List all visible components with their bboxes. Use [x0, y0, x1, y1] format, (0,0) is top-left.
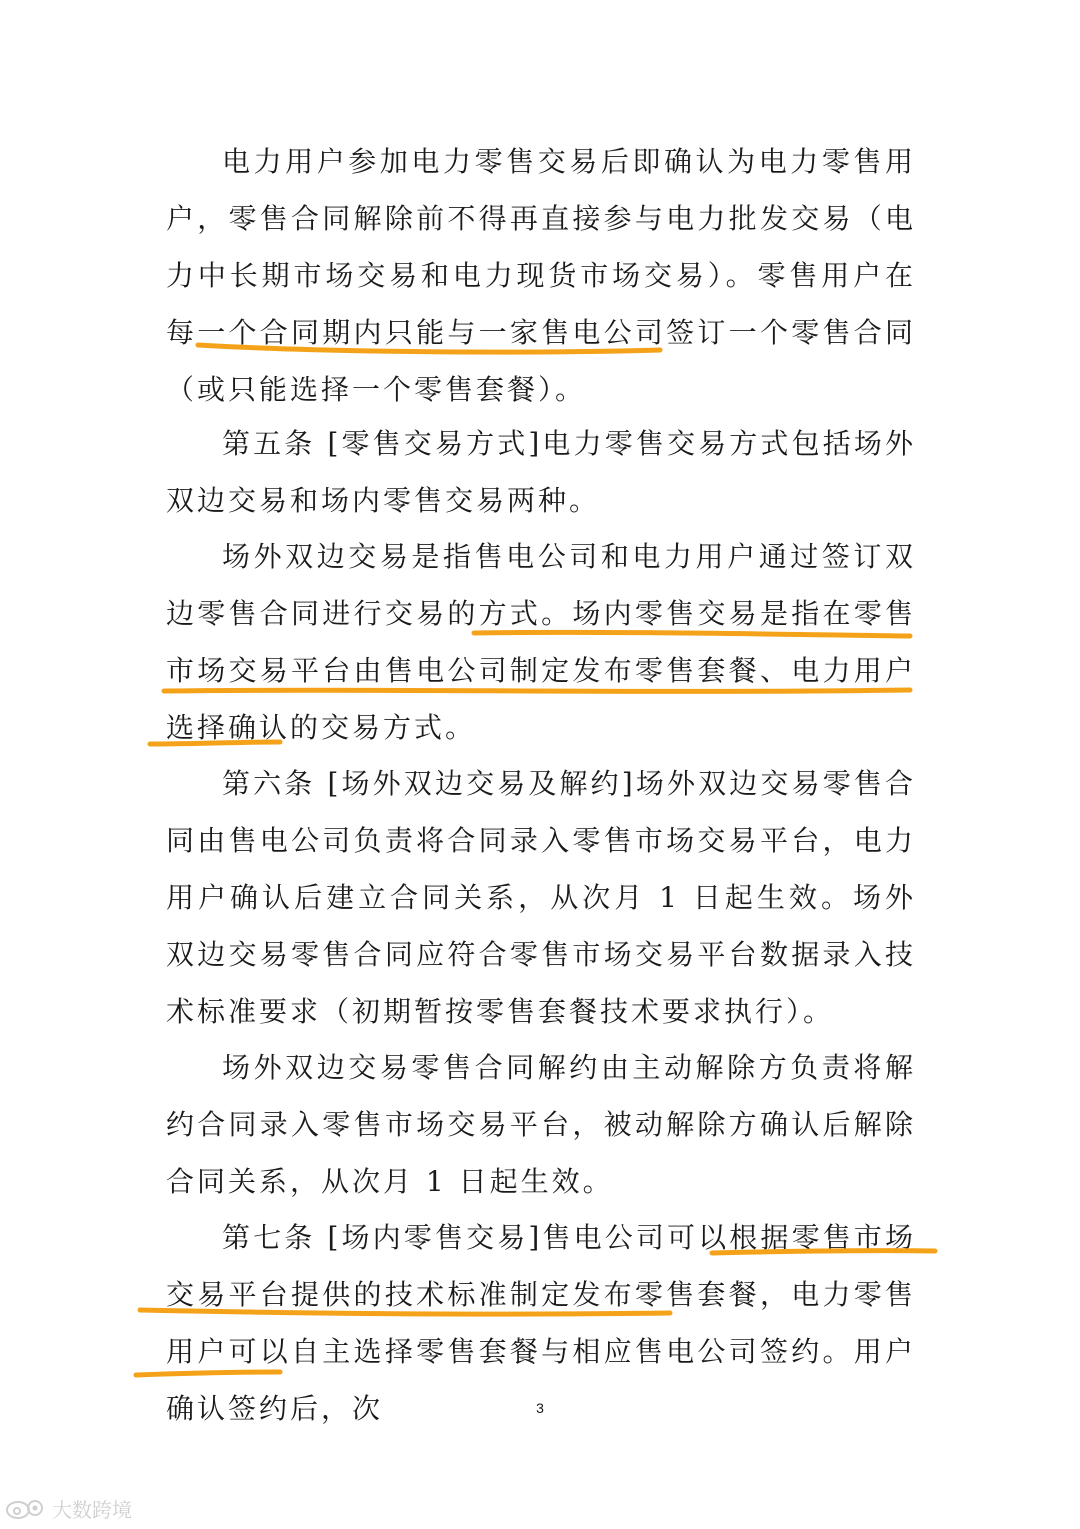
weibo-logo-icon	[4, 1495, 48, 1521]
watermark	[4, 1495, 132, 1521]
paragraph-article-5: 第五条 [零售交易方式]电力零售交易方式包括场外双边交易和场内零售交易两种。	[166, 427, 916, 517]
paragraph-article-7: 第七条 [场内零售交易]售电公司可以根据零售市场交易平台提供的技术标准制定发布零售套餐，电力零售用户可以自主选择零售套餐与相应售电公司签约。用户确认签约后，次	[166, 1221, 916, 1425]
paragraph-retail-user: 电力用户参加电力零售交易后即确认为电力零售用户，零售合同解除前不得再直接参与电力批发交易（电力中长期市场交易和电力现货市场交易）。零售用户在每一个合同期内只能与一家售电公司签订一个零售合同（或只能选择一个零售套餐）。	[166, 145, 916, 406]
page-number: 3	[536, 1400, 544, 1416]
paragraph-article-6: 第六条 [场外双边交易及解约]场外双边交易零售合同由售电公司负责将合同录入零售市场交易平台，电力用户确认后建立合同关系，从次月 1 日起生效。场外双边交易零售合同应符合零售市场交易平台数据录入技术标准要求（初期暂按零售套餐技术要求执行）。	[166, 767, 916, 1028]
watermark-text: 大数跨境	[52, 1499, 132, 1522]
paragraph-termination: 场外双边交易零售合同解约由主动解除方负责将解约合同录入零售市场交易平台，被动解除方确认后解除合同关系，从次月 1 日起生效。	[166, 1051, 916, 1198]
paragraph-offsite-bilateral: 场外双边交易是指售电公司和电力用户通过签订双边零售合同进行交易的方式。场内零售交易是指在零售市场交易平台由售电公司制定发布零售套餐、电力用户选择确认的交易方式。	[166, 540, 916, 744]
